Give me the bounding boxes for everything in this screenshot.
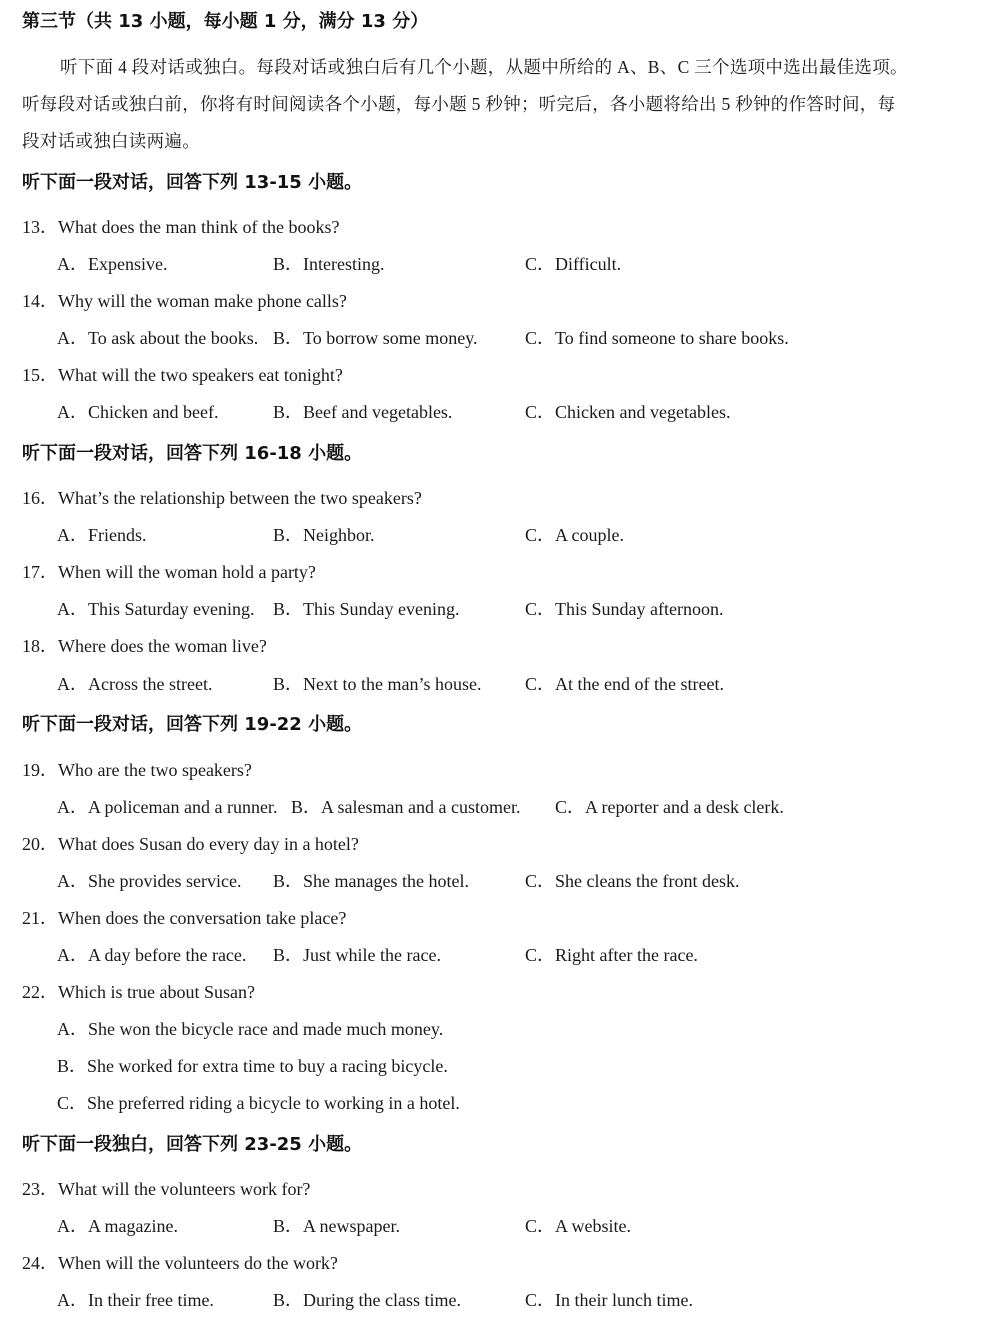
- question-stem: 24．When will the volunteers do the work?: [22, 1253, 338, 1273]
- option-b[interactable]: B．She worked for extra time to buy a racing bicycle.: [57, 1056, 448, 1076]
- option-c[interactable]: C．In their lunch time.: [525, 1290, 693, 1310]
- question-stem: 19．Who are the two speakers?: [22, 760, 252, 780]
- group-heading: 听下面一段对话，回答下列 19-22 小题。: [22, 714, 363, 735]
- option-c[interactable]: C．She preferred riding a bicycle to working in a hotel.: [57, 1093, 460, 1113]
- option-a[interactable]: A．Expensive.: [57, 254, 168, 274]
- option-a[interactable]: A．A day before the race.: [57, 945, 247, 965]
- question-stem: 16．What’s the relationship between the two speakers?: [22, 488, 422, 508]
- option-a[interactable]: A．Friends.: [57, 525, 147, 545]
- option-a[interactable]: A．Chicken and beef.: [57, 402, 219, 422]
- question-stem: 15．What will the two speakers eat tonight?: [22, 365, 343, 385]
- option-b[interactable]: B．Interesting.: [273, 254, 385, 274]
- option-b[interactable]: B．A salesman and a customer.: [291, 797, 521, 817]
- question-stem: 23．What will the volunteers work for?: [22, 1179, 311, 1199]
- option-c[interactable]: C．She cleans the front desk.: [525, 871, 740, 891]
- option-a[interactable]: A．A policeman and a runner.: [57, 797, 278, 817]
- question-stem: 14．Why will the woman make phone calls?: [22, 291, 347, 311]
- group-heading: 听下面一段独白，回答下列 23-25 小题。: [22, 1134, 363, 1155]
- option-c[interactable]: C．To find someone to share books.: [525, 328, 789, 348]
- option-c[interactable]: C．Right after the race.: [525, 945, 698, 965]
- option-b[interactable]: B．This Sunday evening.: [273, 599, 460, 619]
- option-a[interactable]: A．She provides service.: [57, 871, 242, 891]
- option-a[interactable]: A．In their free time.: [57, 1290, 214, 1310]
- question-stem: 13．What does the man think of the books?: [22, 217, 340, 237]
- option-a[interactable]: A．A magazine.: [57, 1216, 178, 1236]
- option-c[interactable]: C．A couple.: [525, 525, 624, 545]
- question-stem: 17．When will the woman hold a party?: [22, 562, 316, 582]
- option-b[interactable]: B．She manages the hotel.: [273, 871, 469, 891]
- option-c[interactable]: C．This Sunday afternoon.: [525, 599, 724, 619]
- section-title: 第三节（共 13 小题，每小题 1 分，满分 13 分）: [22, 11, 429, 32]
- option-a[interactable]: A．To ask about the books.: [57, 328, 259, 348]
- option-a[interactable]: A．She won the bicycle race and made much money.: [57, 1019, 444, 1039]
- option-b[interactable]: B．Just while the race.: [273, 945, 441, 965]
- group-heading: 听下面一段对话，回答下列 16-18 小题。: [22, 443, 363, 464]
- group-heading: 听下面一段对话，回答下列 13-15 小题。: [22, 172, 363, 193]
- option-c[interactable]: C．A website.: [525, 1216, 631, 1236]
- option-b[interactable]: B．To borrow some money.: [273, 328, 478, 348]
- question-stem: 18．Where does the woman live?: [22, 636, 267, 656]
- option-a[interactable]: A．Across the street.: [57, 674, 213, 694]
- question-stem: 21．When does the conversation take place?: [22, 908, 347, 928]
- option-c[interactable]: C．Difficult.: [525, 254, 622, 274]
- option-c[interactable]: C．A reporter and a desk clerk.: [555, 797, 784, 817]
- question-stem: 20．What does Susan do every day in a hotel?: [22, 834, 359, 854]
- option-a[interactable]: A．This Saturday evening.: [57, 599, 255, 619]
- option-b[interactable]: B．Next to the man’s house.: [273, 674, 482, 694]
- option-c[interactable]: C．At the end of the street.: [525, 674, 724, 694]
- option-b[interactable]: B．Neighbor.: [273, 525, 375, 545]
- option-b[interactable]: B．A newspaper.: [273, 1216, 400, 1236]
- option-b[interactable]: B．During the class time.: [273, 1290, 461, 1310]
- instruction-line-1: 听下面 4 段对话或独白。每段对话或独白后有几个小题，从题中所给的 A、B、C 三个选项中选出最佳选项。: [60, 57, 908, 77]
- question-stem: 22．Which is true about Susan?: [22, 982, 255, 1002]
- option-c[interactable]: C．Chicken and vegetables.: [525, 402, 731, 422]
- instruction-line-2: 听每段对话或独白前，你将有时间阅读各个小题，每小题 5 秒钟；听完后，各小题将给出 5 秒钟的作答时间，每: [22, 94, 896, 114]
- instruction-line-3: 段对话或独白读两遍。: [22, 131, 200, 151]
- option-b[interactable]: B．Beef and vegetables.: [273, 402, 453, 422]
